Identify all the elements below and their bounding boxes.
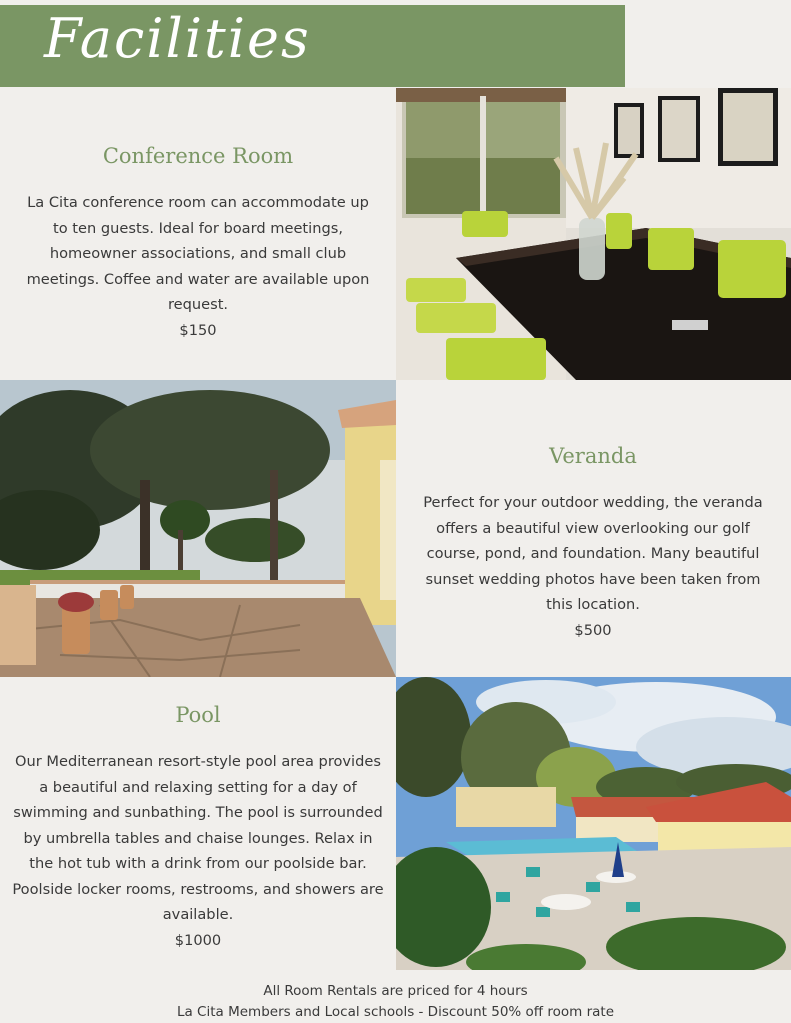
header-banner <box>0 5 625 87</box>
veranda-section <box>410 444 776 643</box>
footer-discount: La Cita Members and Local schools - Discount 50% off room rate <box>176 1004 615 1020</box>
pool-description: Our Mediterranean resort-style pool area provides a beautiful and relaxing setting for a day of swimming and sunbathing. The pool is surrounded by umbrella tables and chaise lounges. Relax in the hot tub with a drink from our poolside bar. Poolside locker rooms, restrooms, and showers are available. <box>12 753 384 923</box>
veranda-description: Perfect for your outdoor wedding, the veranda offers a beautiful view overlooking our golf course, pond, and foundation. Many beautiful sunset wedding photos have been taken from this location. <box>423 494 763 613</box>
conference-room-description: La Cita conference room can accommodate up to ten guests. Ideal for board meetings, homeowner associations, and small club meetings. Coffee and water are available upon request. <box>26 194 370 313</box>
conference-room-section <box>18 144 378 343</box>
pool-price: $1000 <box>174 931 222 949</box>
pool-photo <box>396 677 791 970</box>
footer-rental-duration: All Room Rentals are priced for 4 hours <box>263 983 528 999</box>
pool-title: Pool <box>175 703 221 727</box>
conference-room-photo <box>396 88 791 380</box>
page-title: Facilities <box>44 7 311 70</box>
pool-section <box>12 703 384 953</box>
conference-room-title: Conference Room <box>102 144 294 168</box>
veranda-photo <box>0 380 396 677</box>
footer-note <box>0 981 791 1023</box>
conference-room-price: $150 <box>179 321 217 339</box>
veranda-price: $500 <box>574 621 612 639</box>
veranda-title: Veranda <box>549 444 637 468</box>
